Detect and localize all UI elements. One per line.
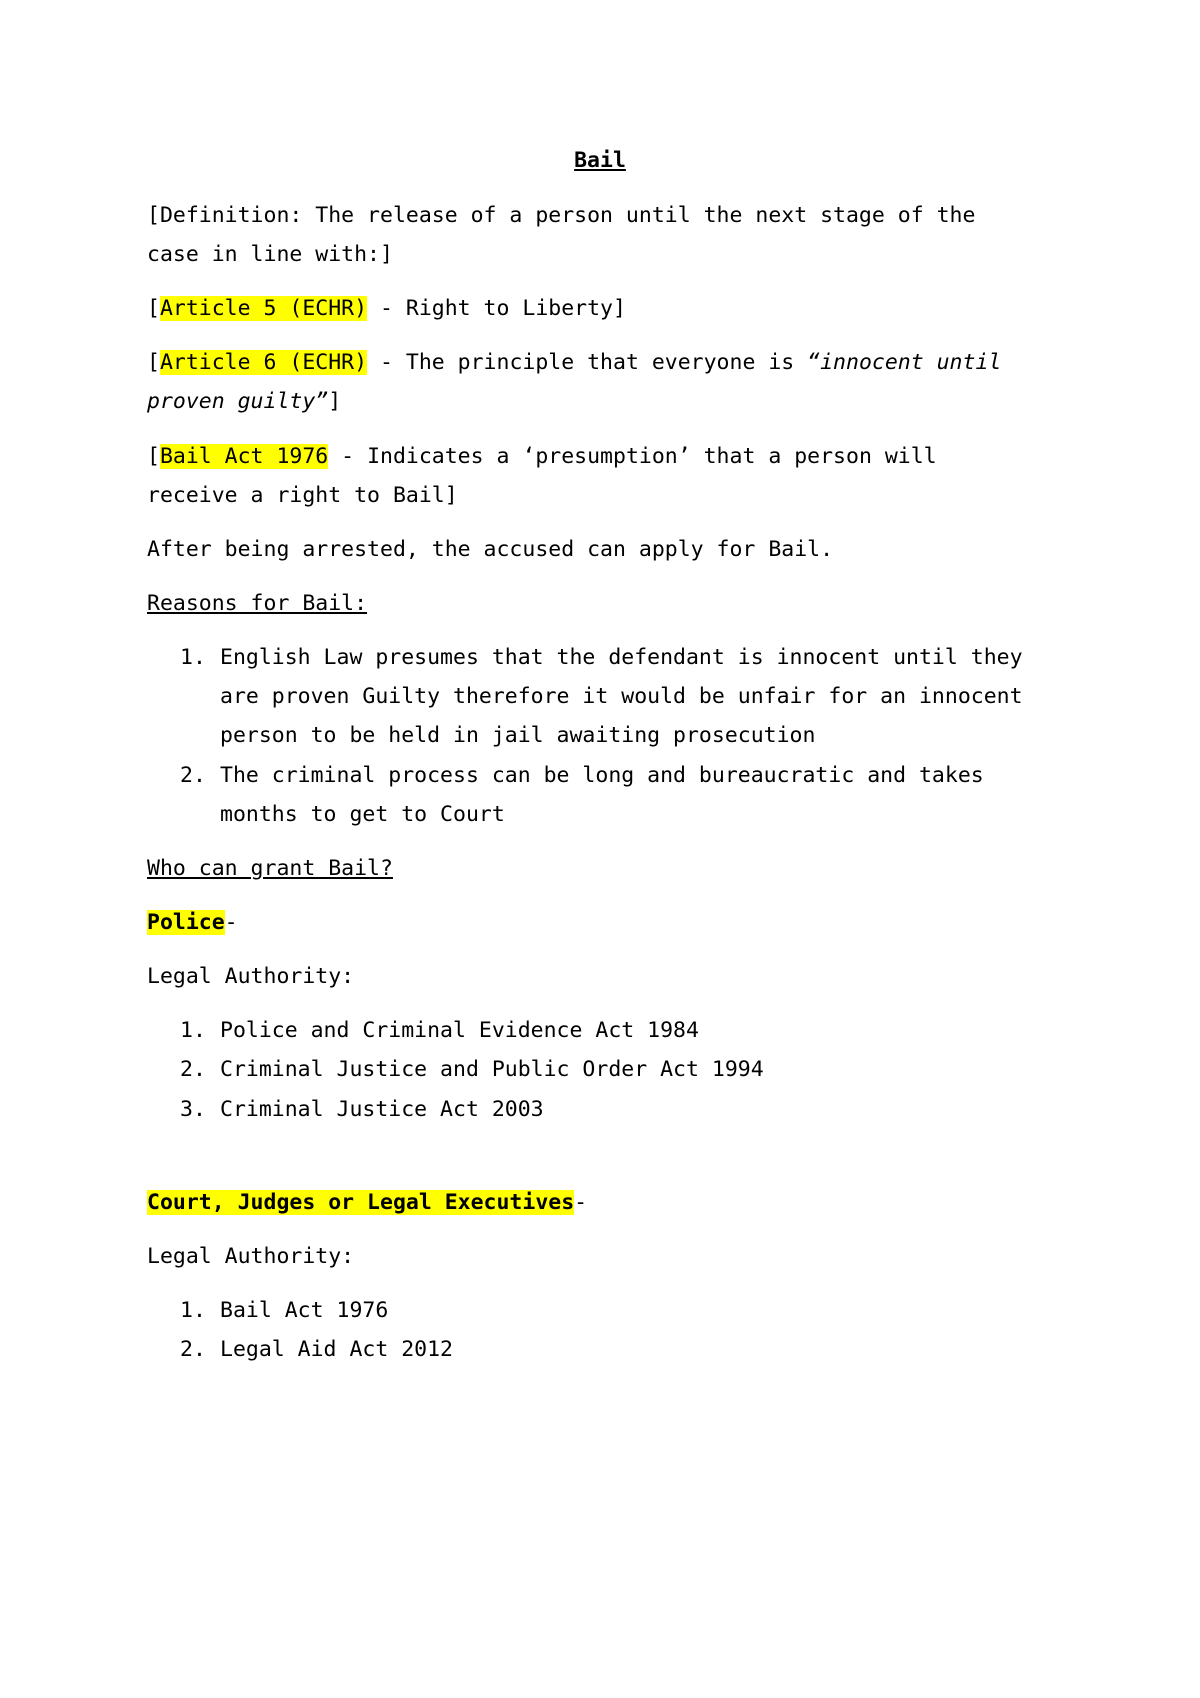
bail-act-open: [ — [147, 444, 160, 469]
list-item-line: person to be held in jail awaiting prosecution — [220, 723, 816, 748]
police-label: Police — [147, 910, 225, 935]
list-item-number: 1. — [180, 1298, 206, 1323]
list-item-number: 2. — [180, 763, 206, 788]
police-authority-label: Legal Authority: — [147, 964, 355, 989]
list-item-number: 1. — [180, 645, 206, 670]
article6-line-1 — [147, 348, 1001, 378]
list-item: Criminal Justice Act 2003 — [220, 1097, 544, 1122]
definition-line-1: [Definition: The release of a person until the next stage of the — [147, 203, 976, 228]
police-heading — [147, 908, 238, 938]
bail-act-label: Bail Act 1976 — [159, 444, 329, 469]
court-heading — [147, 1188, 587, 1218]
list-item-number: 3. — [180, 1097, 206, 1122]
article6-quote-1: “innocent until — [807, 350, 1002, 375]
court-dash: - — [574, 1190, 588, 1215]
document-title: Bail — [574, 148, 626, 173]
list-item-line: The criminal process can be long and bureaucratic and takes — [220, 763, 984, 788]
list-item: Criminal Justice and Public Order Act 1994 — [220, 1057, 764, 1082]
list-item-number: 2. — [180, 1057, 206, 1082]
court-label: Court, Judges or Legal Executives — [147, 1190, 575, 1215]
list-item-line: months to get to Court — [220, 802, 505, 827]
article5-label: Article 5 (ECHR) — [159, 296, 368, 321]
list-item-number: 2. — [180, 1337, 206, 1362]
article6-open: [ — [147, 350, 160, 375]
bail-act-line-1 — [147, 442, 937, 472]
list-item: Legal Aid Act 2012 — [220, 1337, 453, 1362]
who-heading: Who can grant Bail? — [147, 856, 393, 881]
article5-rest: - Right to Liberty] — [367, 296, 626, 321]
list-item-line: are proven Guilty therefore it would be unfair for an innocent — [220, 684, 1023, 709]
list-item-line: English Law presumes that the defendant is innocent until they — [220, 645, 1023, 670]
article6-label: Article 6 (ECHR) — [159, 350, 368, 375]
after-arrest-text: After being arrested, the accused can apply for Bail. — [147, 537, 834, 562]
bail-act-rest: - Indicates a ‘presumption’ that a person will — [328, 444, 937, 469]
list-item: Bail Act 1976 — [220, 1298, 389, 1323]
list-item-number: 1. — [180, 1018, 206, 1043]
article6-line-2 — [147, 387, 341, 417]
article5-open: [ — [147, 296, 160, 321]
definition-line-2: case in line with:] — [147, 242, 393, 267]
court-authority-label: Legal Authority: — [147, 1244, 355, 1269]
article6-close: ] — [328, 389, 342, 414]
police-dash: - — [224, 910, 238, 935]
list-item: Police and Criminal Evidence Act 1984 — [220, 1018, 699, 1043]
article5-line — [147, 294, 626, 324]
bail-act-line-2: receive a right to Bail] — [147, 483, 458, 508]
article6-quote-2: proven guilty” — [147, 389, 329, 414]
reasons-heading: Reasons for Bail: — [147, 591, 368, 616]
article6-rest: - The principle that everyone is — [367, 350, 808, 375]
